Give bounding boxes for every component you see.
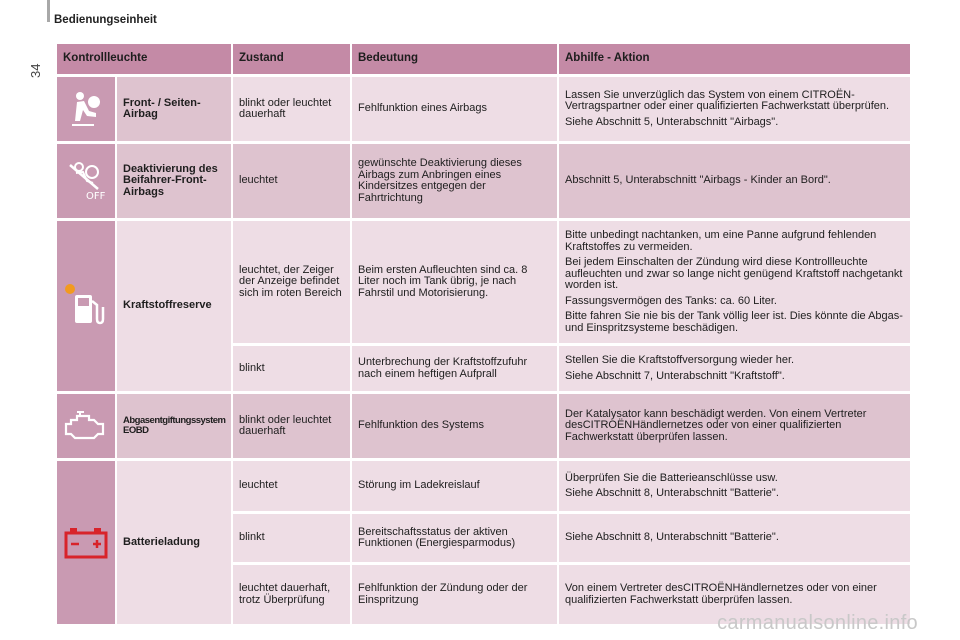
abhilfe-paragraph: Siehe Abschnitt 8, Unterabschnitt "Batterie".: [565, 531, 779, 544]
bedeutung-cell: Bereitschaftsstatus der aktiven Funktionen (Energiesparmodus): [352, 514, 557, 562]
engine-check-icon: [63, 410, 109, 442]
lamp-icon-cell: [57, 144, 115, 218]
zustand-cell: leuchtet dauerhaft, trotz Überprüfung: [233, 565, 350, 624]
bedeutung-cell: Beim ersten Aufleuchten sind ca. 8 Liter noch im Tank übrig, je nach Fahrstil und Motorisierung.: [352, 221, 557, 343]
abhilfe-paragraph: Von einem Vertreter desCITROËNHändlernetzes oder von einer qualifizierten Fachwerkstatt überprüfen lassen.: [565, 582, 877, 606]
bedeutung-cell: Fehlfunktion eines Airbags: [352, 77, 557, 141]
abhilfe-paragraph: Der Katalysator kann beschädigt werden. Von einem Vertreter desCITROËNHändlernetzes oder von einer qualifizierten Fachwerkstatt überprüfen lassen.: [565, 407, 867, 443]
abhilfe-paragraph: Abschnitt 5, Unterabschnitt "Airbags - Kinder an Bord".: [565, 174, 831, 187]
zustand-cell: leuchtet, der Zeiger der Anzeige befindet sich im roten Bereich: [233, 221, 350, 343]
page-header: Bedienungseinheit: [54, 14, 157, 26]
passenger-airbag-off-icon: [64, 159, 108, 203]
abhilfe-cell: [559, 346, 910, 391]
abhilfe-paragraph: Bitte fahren Sie nie bis der Tank völlig leer ist. Dies könnte die Abgas- und Einspritzsysteme beschädigen.: [565, 310, 903, 334]
zustand-cell: leuchtet: [233, 144, 350, 218]
abhilfe-cell: [559, 77, 910, 141]
abhilfe-cell: [559, 514, 910, 562]
bedeutung-cell: Fehlfunktion der Zündung oder der Einspritzung: [352, 565, 557, 624]
svg-text:OFF: OFF: [86, 191, 106, 202]
zustand-cell: leuchtet: [233, 461, 350, 511]
abhilfe-paragraph: Bitte unbedingt nachtanken, um eine Panne aufgrund fehlenden Kraftstoffes zu vermeiden.: [565, 229, 877, 253]
bedeutung-cell: gewünschte Deaktivierung dieses Airbags zum Anbringen eines Kindersitzes entgegen der Fahrtrichtung: [352, 144, 557, 218]
margin-bar: [47, 0, 50, 22]
abhilfe-paragraph: Stellen Sie die Kraftstoffversorgung wieder her.: [565, 354, 795, 366]
lamp-icon-cell: [57, 77, 115, 141]
zustand-cell: blinkt oder leuchtet dauerhaft: [233, 394, 350, 458]
zustand-cell: blinkt oder leuchtet dauerhaft: [233, 77, 350, 141]
abhilfe-cell: [559, 221, 910, 343]
battery-icon: [64, 526, 108, 560]
abhilfe-paragraph: Lassen Sie unverzüglich das System von einem CITROËN-Vertragspartner oder einer qualifizierten Fachwerkstatt überprüfen.: [565, 88, 890, 113]
header-abhilfe: Abhilfe - Aktion: [559, 44, 910, 74]
lamp-name: Abgasentgiftungssystem EOBD: [117, 394, 231, 458]
abhilfe-paragraph: Siehe Abschnitt 7, Unterabschnitt "Kraftstoff".: [565, 369, 785, 382]
lamp-name: Batterieladung: [117, 461, 231, 624]
fuel-pump-icon: [63, 281, 109, 331]
lamp-name: Deaktivierung des Beifahrer-Front-Airbags: [117, 144, 231, 218]
abhilfe-paragraph: Fassungsvermögen des Tanks: ca. 60 Liter.: [565, 294, 777, 307]
lamp-icon-cell: [57, 394, 115, 458]
bedeutung-cell: Störung im Ladekreislauf: [352, 461, 557, 511]
bedeutung-cell: Unterbrechung der Kraftstoffzufuhr nach einem heftigen Aufprall: [352, 346, 557, 391]
abhilfe-paragraph: Bei jedem Einschalten der Zündung wird diese Kontrollleuchte aufleuchten und zwar so lange nicht genügend Kraftstoff nachgetankt worden ist.: [565, 256, 903, 291]
abhilfe-paragraph: Überprüfen Sie die Batterieanschlüsse usw.: [565, 471, 778, 484]
header-kontrollleuchte: Kontrollleuchte: [57, 44, 231, 74]
airbag-icon: [66, 89, 106, 129]
lamp-name: Kraftstoffreserve: [117, 221, 231, 391]
watermark: carmanualsonline.info: [717, 612, 918, 634]
header-zustand: Zustand: [233, 44, 350, 74]
page-number: 34: [28, 63, 43, 78]
header-bedeutung: Bedeutung: [352, 44, 557, 74]
zustand-cell: blinkt: [233, 514, 350, 562]
abhilfe-paragraph: Siehe Abschnitt 5, Unterabschnitt "Airbags".: [565, 115, 779, 128]
lamp-icon-cell: [57, 221, 115, 391]
bedeutung-cell: Fehlfunktion des Systems: [352, 394, 557, 458]
abhilfe-cell: [559, 394, 910, 458]
lamp-icon-cell: [57, 461, 115, 624]
zustand-cell: blinkt: [233, 346, 350, 391]
abhilfe-cell: [559, 461, 910, 511]
abhilfe-cell: [559, 144, 910, 218]
warning-lamp-table: [57, 44, 902, 624]
lamp-name: Front- / Seiten-Airbag: [117, 77, 231, 141]
abhilfe-paragraph: Siehe Abschnitt 8, Unterabschnitt "Batterie".: [565, 487, 779, 499]
